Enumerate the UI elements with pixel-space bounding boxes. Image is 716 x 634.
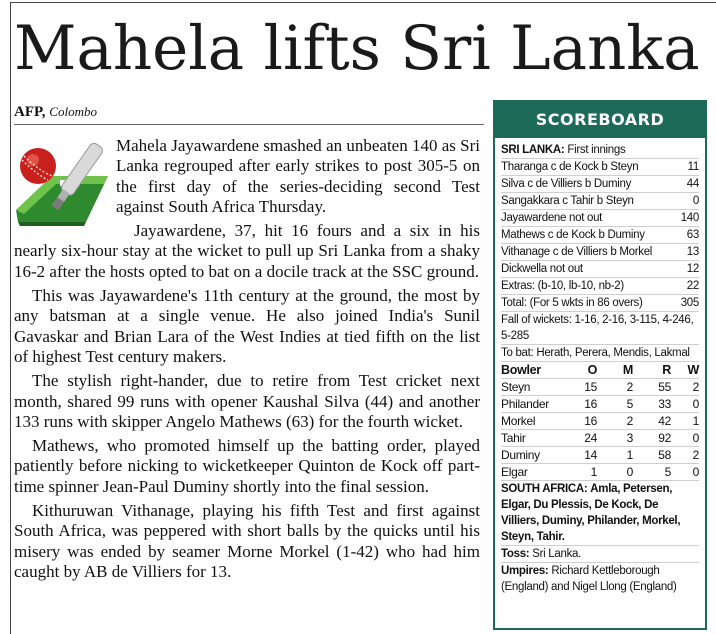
bowler-overs: 14 bbox=[569, 447, 597, 464]
left-border-rule bbox=[10, 2, 11, 634]
bowler-maidens: 3 bbox=[597, 430, 633, 447]
bowler-maidens: 1 bbox=[597, 447, 633, 464]
batting-row bbox=[501, 261, 699, 278]
bowler-overs: 15 bbox=[569, 379, 597, 396]
umpires-label: Umpires: bbox=[501, 565, 549, 577]
bowling-header: M bbox=[597, 362, 633, 379]
total-runs: 305 bbox=[680, 297, 699, 309]
article-paragraph bbox=[14, 136, 480, 217]
bowler-runs: 42 bbox=[633, 413, 671, 430]
batsman-entry: Jayawardene not out bbox=[501, 212, 603, 224]
article-paragraph: Jayawardene, 37, hit 16 fours and a six in his nearly six-hour stay at the wicket to pull up Sri Lanka from a shaky 16-2 after the hosts opted to bat on a docile track at the SSC ground. bbox=[14, 221, 480, 281]
article-paragraph: This was Jayawardene's 11th century at the ground, the most by any batsman at a single venue. He also joined India's Sunil Gavaskar and Brian Lara of the West Indies at tied fifth on the list of highest Test century makers. bbox=[14, 286, 480, 366]
bowler-runs: 33 bbox=[633, 396, 671, 413]
opponent-team: SOUTH AFRICA: bbox=[501, 483, 588, 495]
bowling-table bbox=[501, 362, 699, 481]
batsman-entry: Sangakkara c Tahir b Steyn bbox=[501, 195, 634, 207]
extras-runs: 22 bbox=[686, 280, 699, 292]
article-paragraph: Mathews, who promoted himself up the batting order, played patiently before nicking to wicketkeeper Quinton de Kock off part-time spinner Jean-Paul Duminy shortly into the final session. bbox=[14, 436, 480, 496]
toss-block bbox=[501, 546, 699, 563]
batsman-runs: 11 bbox=[687, 161, 699, 173]
innings-header bbox=[501, 142, 699, 159]
batsman-runs: 0 bbox=[692, 195, 699, 207]
batsman-runs: 140 bbox=[680, 212, 699, 224]
bowler-overs: 1 bbox=[569, 464, 597, 481]
bowling-header: O bbox=[569, 362, 597, 379]
bowler-name: Steyn bbox=[501, 379, 569, 396]
bowling-row bbox=[501, 447, 699, 464]
bowling-row bbox=[501, 413, 699, 430]
bowler-runs: 92 bbox=[633, 430, 671, 447]
bowler-wickets: 0 bbox=[671, 464, 699, 481]
batsman-entry: Silva c de Villiers b Duminy bbox=[501, 178, 632, 190]
bowling-row bbox=[501, 396, 699, 413]
bowling-header: W bbox=[671, 362, 699, 379]
opponent-squad-block bbox=[501, 481, 699, 546]
article-paragraph: Kithuruwan Vithanage, playing his fifth Test and first against South Africa, was peppered with short balls by the quicks until his misery was ended by seamer Morne Morkel (1-42) who had him caught by AB de Villiers for 13. bbox=[14, 501, 480, 581]
batsman-runs: 13 bbox=[686, 246, 699, 258]
scoreboard-title: SCOREBOARD bbox=[495, 102, 705, 138]
batsman-entry: Dickwella not out bbox=[501, 263, 583, 275]
batsman-runs: 63 bbox=[686, 229, 699, 241]
batsman-entry: Vithanage c de Villiers b Morkel bbox=[501, 246, 653, 258]
bowler-name: Tahir bbox=[501, 430, 569, 447]
byline bbox=[14, 104, 97, 121]
bowler-overs: 16 bbox=[569, 413, 597, 430]
bowler-name: Elgar bbox=[501, 464, 569, 481]
bowler-runs: 58 bbox=[633, 447, 671, 464]
byline-agency: AFP, bbox=[14, 104, 46, 120]
bowler-name: Morkel bbox=[501, 413, 569, 430]
toss-label: Toss: bbox=[501, 548, 530, 560]
batting-row bbox=[501, 227, 699, 244]
total-label: Total: (For 5 wkts in 86 overs) bbox=[501, 297, 643, 309]
scoreboard-panel bbox=[493, 100, 707, 630]
bowler-wickets: 0 bbox=[671, 396, 699, 413]
bowler-name: Duminy bbox=[501, 447, 569, 464]
extras-label: Extras: (b-10, lb-10, nb-2) bbox=[501, 280, 624, 292]
umpires-block bbox=[501, 563, 699, 595]
top-border-rule bbox=[10, 2, 716, 3]
batting-row bbox=[501, 210, 699, 227]
bowler-wickets: 2 bbox=[671, 379, 699, 396]
bowler-name: Philander bbox=[501, 396, 569, 413]
toss-value: Sri Lanka. bbox=[532, 548, 582, 560]
batsman-entry: Tharanga c de Kock b Steyn bbox=[501, 161, 639, 173]
batsman-entry: Mathews c de Kock b Duminy bbox=[501, 229, 645, 241]
bowler-overs: 24 bbox=[569, 430, 597, 447]
batsman-runs: 44 bbox=[686, 178, 699, 190]
to-bat: To bat: Herath, Perera, Mendis, Lakmal bbox=[501, 345, 699, 362]
fall-of-wickets: Fall of wickets: 1-16, 2-16, 3-115, 4-246, 5-285 bbox=[501, 312, 699, 345]
batsman-runs: 12 bbox=[686, 263, 699, 275]
total-row bbox=[501, 295, 699, 312]
batting-row bbox=[501, 193, 699, 210]
bowler-wickets: 1 bbox=[671, 413, 699, 430]
bowling-header: R bbox=[633, 362, 671, 379]
bowler-maidens: 5 bbox=[597, 396, 633, 413]
article-paragraph: The stylish right-hander, due to retire from Test cricket next month, shared 99 runs with opener Kaushal Silva (44) and another 133 runs with skipper Angelo Mathews (63) for the fourth wicket. bbox=[14, 371, 480, 431]
bowling-header-row bbox=[501, 362, 699, 379]
batting-row bbox=[501, 244, 699, 261]
bowler-wickets: 0 bbox=[671, 430, 699, 447]
bowling-header: Bowler bbox=[501, 362, 569, 379]
bowler-maidens: 0 bbox=[597, 464, 633, 481]
cricket-ball-and-bat-icon bbox=[12, 136, 110, 228]
umpires-value: Richard Kettleborough (England) and Nigel Llong (England) bbox=[501, 565, 677, 593]
article-paragraph-text: Mahela Jayawardene smashed an unbeaten 140 as Sri Lanka regrouped after early strikes to post 305-5 on the first day of the series-deciding second Test against South Africa Thursday. bbox=[116, 136, 480, 216]
extras-row bbox=[501, 278, 699, 295]
bowler-overs: 16 bbox=[569, 396, 597, 413]
batting-row bbox=[501, 176, 699, 193]
batting-row bbox=[501, 159, 699, 176]
innings-team: SRI LANKA: bbox=[501, 144, 565, 156]
bowler-maidens: 2 bbox=[597, 379, 633, 396]
bowling-row bbox=[501, 430, 699, 447]
bowling-row bbox=[501, 464, 699, 481]
byline-divider bbox=[14, 124, 484, 125]
scoreboard-body bbox=[495, 138, 705, 595]
bowler-maidens: 2 bbox=[597, 413, 633, 430]
bowler-wickets: 2 bbox=[671, 447, 699, 464]
article-body bbox=[14, 136, 480, 582]
opponent-squad: Amla, Petersen, Elgar, Du Plessis, De Kock, De Villiers, Duminy, Philander, Morkel, Steyn, Tahir. bbox=[501, 483, 681, 543]
bowler-runs: 5 bbox=[633, 464, 671, 481]
byline-place: Colombo bbox=[49, 104, 97, 119]
bowling-row bbox=[501, 379, 699, 396]
bowler-runs: 55 bbox=[633, 379, 671, 396]
innings-label: First innings bbox=[567, 144, 626, 156]
headline: Mahela lifts Sri Lanka bbox=[14, 13, 700, 84]
